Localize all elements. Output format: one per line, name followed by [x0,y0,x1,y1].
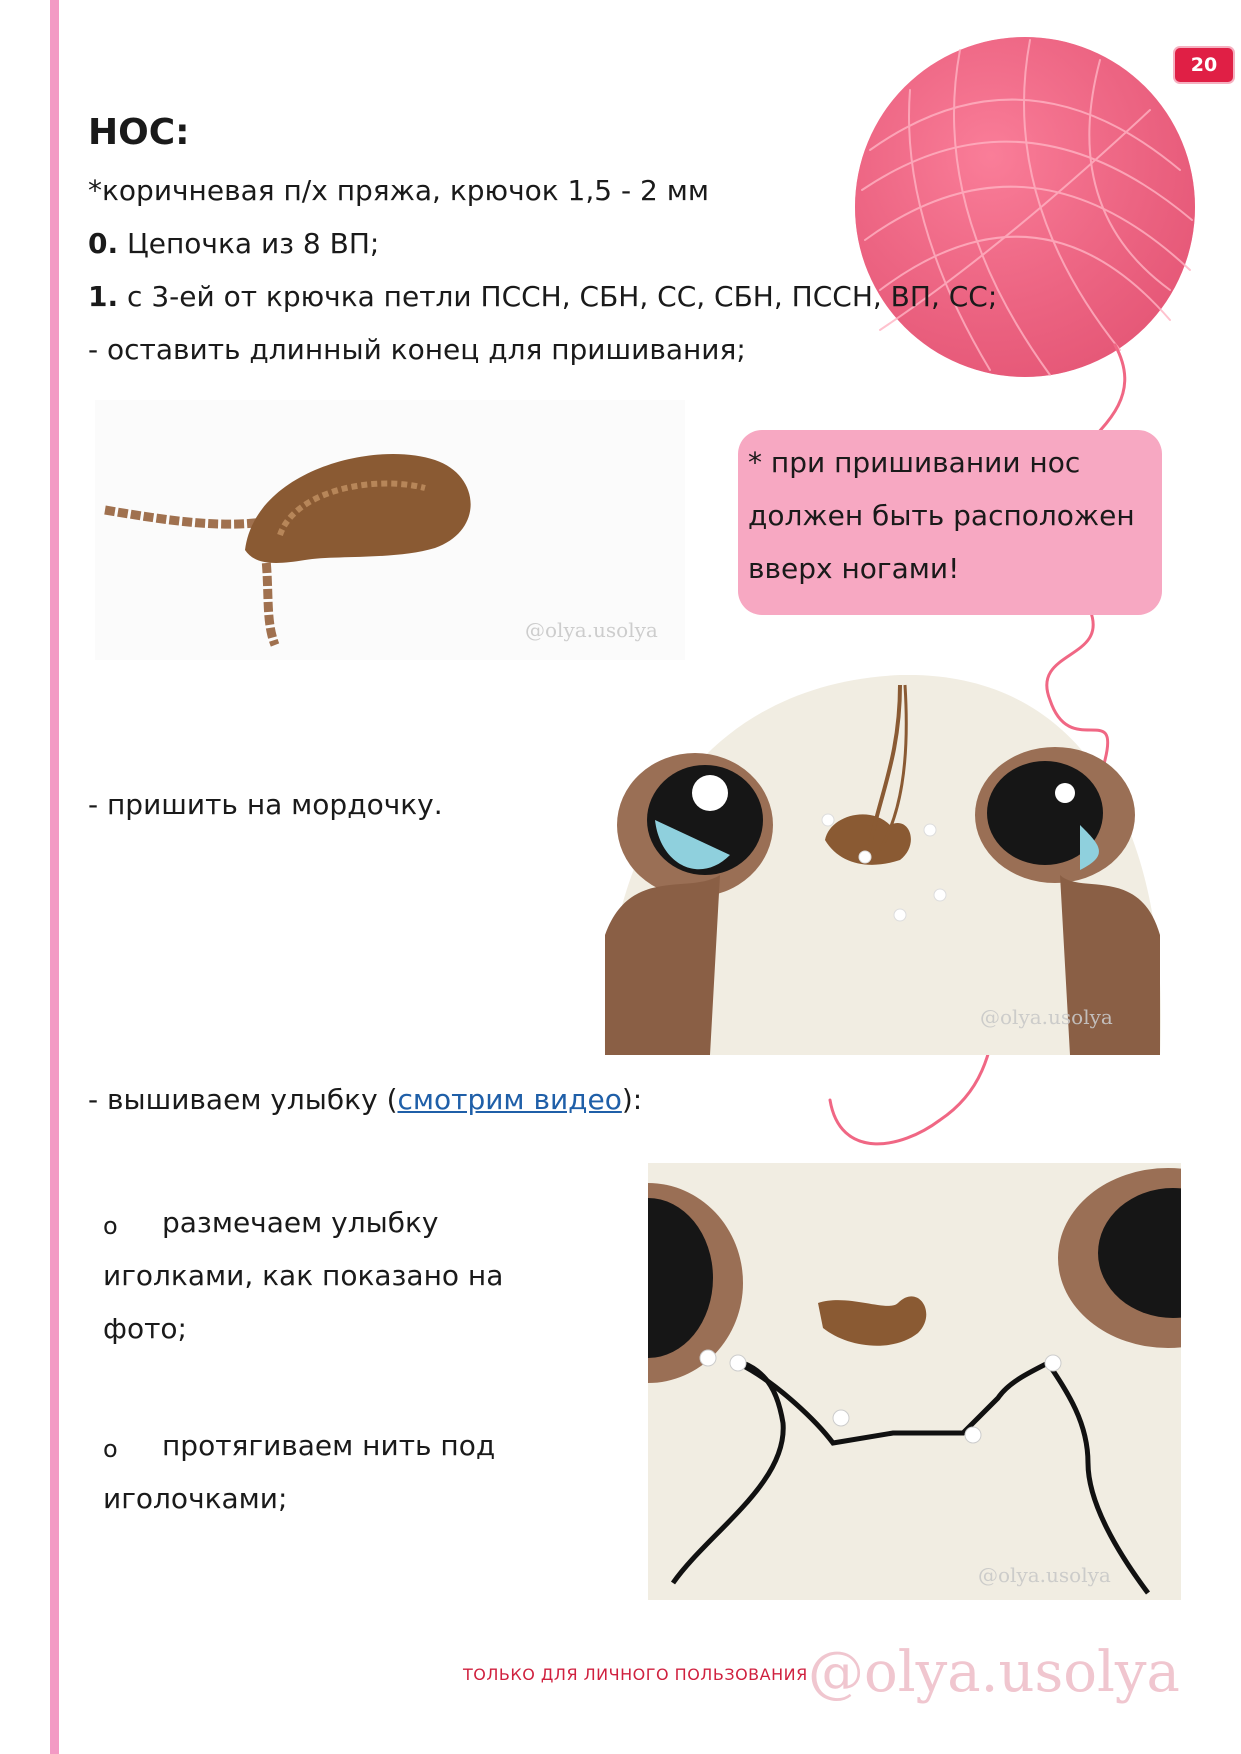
material-line: *коричневая п/х пряжа, крючок 1,5 - 2 мм [88,174,709,207]
leave-end-line: - оставить длинный конец для пришивания; [88,333,746,366]
footer-watermark: @olya.usolya [808,1640,1180,1705]
sew-on-line: - пришить на мордочку. [88,788,443,821]
photo-watermark: @olya.usolya [978,1563,1111,1587]
smile-prefix: - вышиваем улыбку ( [88,1083,398,1116]
bullet-line: протягиваем нить под [162,1429,496,1462]
face-photo-sewing-nose [600,675,1170,1055]
video-link[interactable]: смотрим видео [397,1083,622,1116]
bullet-marker: o [103,1212,118,1240]
face-photo-smile [648,1163,1181,1600]
note-line: вверх ногами! [748,552,960,585]
bullet-marker: o [103,1435,118,1463]
note-line: * при пришивании нос [748,446,1081,479]
photo-watermark: @olya.usolya [980,1005,1113,1029]
page-number-badge: 20 [1175,48,1233,82]
section-heading: НОС: [88,112,190,153]
bullet-line: фото; [103,1312,187,1345]
step-1 [88,279,997,315]
smile-suffix: ): [621,1083,643,1116]
bullet-line: иголками, как показано на [103,1259,504,1292]
step-number: 1. [88,280,119,313]
bullet-line: иголочками; [103,1482,288,1515]
footer-personal-use-note: ТОЛЬКО ДЛЯ ЛИЧНОГО ПОЛЬЗОВАНИЯ [463,1665,808,1684]
photo-watermark: @olya.usolya [525,618,658,642]
smile-line [88,1082,642,1118]
step-number: 0. [88,227,119,260]
step-text: Цепочка из 8 ВП; [127,227,380,260]
step-text: с 3-ей от крючка петли ПССН, СБН, СС, СБН, ПССН, ВП, СС; [127,280,998,313]
note-bubble [738,430,1162,615]
bullet-line: размечаем улыбку [162,1206,439,1239]
note-line: должен быть расположен [748,499,1135,532]
nose-photo [95,400,685,660]
step-0 [88,226,379,262]
